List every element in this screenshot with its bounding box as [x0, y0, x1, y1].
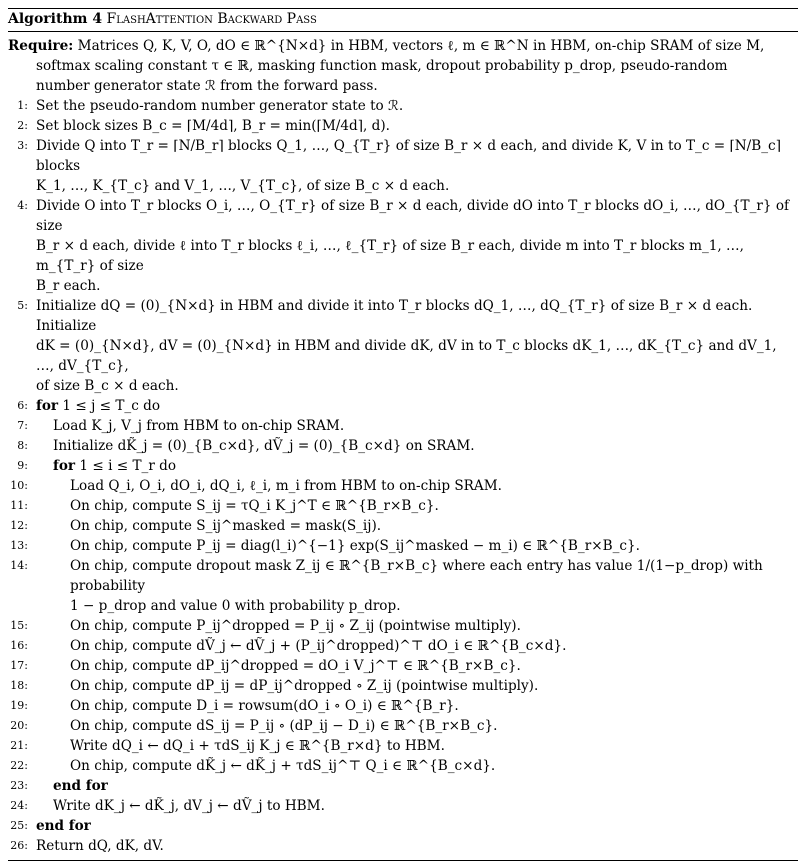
algorithm-line	[8, 456, 798, 476]
algorithm-line	[8, 336, 798, 376]
line-text	[70, 756, 798, 776]
line-content: Write dQ_i ← dQ_i + τdS_ij K_j ∈ ℝ^{B_r×d} to HBM.	[70, 738, 445, 754]
line-text	[70, 596, 798, 616]
line-number: 19:	[10, 699, 28, 712]
line-text	[70, 636, 798, 656]
line-text	[53, 456, 798, 476]
line-number: 2:	[17, 119, 28, 132]
line-number: 25:	[10, 819, 28, 832]
line-content: On chip, compute S_ij^masked = mask(S_ij).	[70, 518, 382, 534]
line-number: 26:	[10, 839, 28, 852]
line-content: of size B_c × d each.	[36, 378, 179, 394]
line-content: Divide O into T_r blocks O_i, …, O_{T_r} of size B_r × d each, divide dO into T_r blocks dO_i, …, dO_{T_r} of size	[36, 198, 790, 234]
algorithm-line	[8, 596, 798, 616]
line-number: 11:	[10, 499, 28, 512]
line-content: On chip, compute D_i = rowsum(dO_i ∘ O_i) ∈ ℝ^{B_r}.	[70, 698, 459, 714]
line-text	[36, 396, 798, 416]
algorithm-line	[8, 676, 798, 696]
algorithm-line	[8, 376, 798, 396]
line-text	[36, 116, 798, 136]
line-text	[70, 676, 798, 696]
line-text	[53, 436, 798, 456]
line-text	[70, 656, 798, 676]
algorithm-steps	[8, 96, 798, 856]
line-text	[70, 536, 798, 556]
line-content: On chip, compute dK̃_j ← dK̃_j + τdS_ij^⊤ Q_i ∈ ℝ^{B_c×d}.	[70, 758, 496, 774]
line-number: 24:	[10, 799, 28, 812]
algorithm-line	[8, 636, 798, 656]
line-number: 7:	[17, 419, 28, 432]
line-content: Divide Q into T_r = ⌈N/B_r⌉ blocks Q_1, …, Q_{T_r} of size B_r × d each, and divide K, V in to T_c = ⌈N/B_c⌉ blocks	[36, 138, 781, 174]
line-content: On chip, compute dropout mask Z_ij ∈ ℝ^{B_r×B_c} where each entry has value 1/(1−p_drop) with probability	[70, 558, 763, 594]
line-content: Load Q_i, O_i, dO_i, dQ_i, ℓ_i, m_i from HBM to on-chip SRAM.	[70, 478, 502, 494]
line-number: 23:	[10, 779, 28, 792]
keyword: for	[36, 398, 59, 414]
keyword: end for	[53, 778, 108, 794]
line-text	[36, 236, 798, 276]
algorithm-line	[8, 836, 798, 856]
line-number: 8:	[17, 439, 28, 452]
line-number: 4:	[17, 199, 28, 212]
line-content: Initialize dQ = (0)_{N×d} in HBM and divide it into T_r blocks dQ_1, …, dQ_{T_r} of size B_r × d each. Initialize	[36, 298, 753, 334]
algorithm-line	[8, 656, 798, 676]
require-line-3: number generator state ℛ from the forward pass.	[36, 78, 378, 94]
algorithm-line	[8, 756, 798, 776]
line-text	[36, 296, 798, 336]
line-text	[36, 836, 798, 856]
line-text	[70, 516, 798, 536]
line-number: 15:	[10, 619, 28, 632]
algorithm-block	[8, 8, 798, 861]
algorithm-line	[8, 196, 798, 236]
line-text	[70, 736, 798, 756]
line-number: 10:	[10, 479, 28, 492]
line-text	[36, 96, 798, 116]
line-content: On chip, compute dP_ij = dP_ij^dropped ∘ Z_ij (pointwise multiply).	[70, 678, 539, 694]
algorithm-line	[8, 616, 798, 636]
line-content: B_r each.	[36, 278, 101, 294]
algorithm-line	[8, 696, 798, 716]
line-content: 1 ≤ j ≤ T_c do	[62, 398, 161, 414]
algorithm-line	[8, 236, 798, 276]
line-number: 12:	[10, 519, 28, 532]
line-number: 13:	[10, 539, 28, 552]
line-content: Return dQ, dK, dV.	[36, 838, 164, 854]
line-content: On chip, compute dS_ij = P_ij ∘ (dP_ij − D_i) ∈ ℝ^{B_r×B_c}.	[70, 718, 498, 734]
line-number: 14:	[10, 559, 28, 572]
line-content: dK = (0)_{N×d}, dV = (0)_{N×d} in HBM and divide dK, dV in to T_c blocks dK_1, …, dK_{T_c} and dV_1, …, dV_{T_c},	[36, 338, 777, 374]
algorithm-line	[8, 796, 798, 816]
line-content: 1 − p_drop and value 0 with probability p_drop.	[70, 598, 401, 614]
line-text	[36, 336, 798, 376]
algorithm-line	[8, 396, 798, 416]
line-number: 22:	[10, 759, 28, 772]
line-text	[70, 476, 798, 496]
line-number: 6:	[17, 399, 28, 412]
line-content: B_r × d each, divide ℓ into T_r blocks ℓ_i, …, ℓ_{T_r} of size B_r each, divide m into T_r blocks m_1, …, m_{T_r} of size	[36, 238, 744, 274]
algorithm-line	[8, 276, 798, 296]
algorithm-line	[8, 716, 798, 736]
algorithm-caption	[8, 9, 798, 31]
require-label: Require:	[8, 38, 74, 54]
line-text	[70, 556, 798, 596]
require-line-2: softmax scaling constant τ ∈ ℝ, masking function mask, dropout probability p_drop, pseudo-random	[36, 58, 728, 74]
line-number: 5:	[17, 299, 28, 312]
line-number: 3:	[17, 139, 28, 152]
line-content: 1 ≤ i ≤ T_r do	[79, 458, 177, 474]
line-content: K_1, …, K_{T_c} and V_1, …, V_{T_c}, of size B_c × d each.	[36, 178, 450, 194]
line-text	[36, 136, 798, 176]
line-text	[36, 816, 798, 836]
algorithm-line	[8, 176, 798, 196]
algorithm-title: FlashAttention Backward Pass	[106, 11, 317, 27]
line-text	[70, 696, 798, 716]
line-text	[53, 776, 798, 796]
algorithm-line	[8, 296, 798, 336]
line-content: On chip, compute dṼ_j ← dṼ_j + (P_ij^dropped)^⊤ dO_i ∈ ℝ^{B_c×d}.	[70, 638, 567, 654]
algorithm-line	[8, 496, 798, 516]
algorithm-line	[8, 116, 798, 136]
algorithm-line	[8, 436, 798, 456]
line-content: Load K_j, V_j from HBM to on-chip SRAM.	[53, 418, 345, 434]
line-text	[70, 716, 798, 736]
line-number: 17:	[10, 659, 28, 672]
line-text	[36, 176, 798, 196]
line-content: On chip, compute dP_ij^dropped = dO_i V_j^⊤ ∈ ℝ^{B_r×B_c}.	[70, 658, 521, 674]
algorithm-body	[8, 32, 798, 860]
algorithm-line	[8, 516, 798, 536]
algorithm-line	[8, 96, 798, 116]
line-text	[53, 796, 798, 816]
line-content: On chip, compute P_ij = diag(l_i)^{−1} exp(S_ij^masked − m_i) ∈ ℝ^{B_r×B_c}.	[70, 538, 640, 554]
algorithm-line	[8, 776, 798, 796]
require-block	[8, 36, 798, 96]
line-number: 20:	[10, 719, 28, 732]
line-content: On chip, compute P_ij^dropped = P_ij ∘ Z_ij (pointwise multiply).	[70, 618, 521, 634]
algorithm-line	[8, 416, 798, 436]
line-content: Initialize dK̃_j = (0)_{B_c×d}, dṼ_j = (0)_{B_c×d} on SRAM.	[53, 438, 475, 454]
algorithm-line	[8, 816, 798, 836]
line-content: Set the pseudo-random number generator state to ℛ.	[36, 98, 404, 114]
line-text	[70, 496, 798, 516]
line-text	[53, 416, 798, 436]
line-number: 21:	[10, 739, 28, 752]
line-text	[36, 376, 798, 396]
line-content: On chip, compute S_ij = τQ_i K_j^T ∈ ℝ^{B_r×B_c}.	[70, 498, 439, 514]
line-text	[36, 276, 798, 296]
keyword: for	[53, 458, 76, 474]
keyword: end for	[36, 818, 91, 834]
line-number: 16:	[10, 639, 28, 652]
algorithm-line	[8, 556, 798, 596]
line-text	[70, 616, 798, 636]
algorithm-line	[8, 136, 798, 176]
line-number: 18:	[10, 679, 28, 692]
line-content: Write dK_j ← dK̃_j, dV_j ← dṼ_j to HBM.	[53, 798, 325, 814]
line-content: Set block sizes B_c = ⌈M/4d⌉, B_r = min(⌈M/4d⌉, d).	[36, 118, 390, 134]
algorithm-line	[8, 476, 798, 496]
line-number: 9:	[17, 459, 28, 472]
line-text	[36, 196, 798, 236]
algorithm-line	[8, 736, 798, 756]
line-number: 1:	[17, 99, 28, 112]
require-line-1: Matrices Q, K, V, O, dO ∈ ℝ^{N×d} in HBM, vectors ℓ, m ∈ ℝ^N in HBM, on-chip SRAM of size M,	[77, 38, 765, 54]
algorithm-label: Algorithm 4	[8, 11, 103, 27]
algorithm-line	[8, 536, 798, 556]
